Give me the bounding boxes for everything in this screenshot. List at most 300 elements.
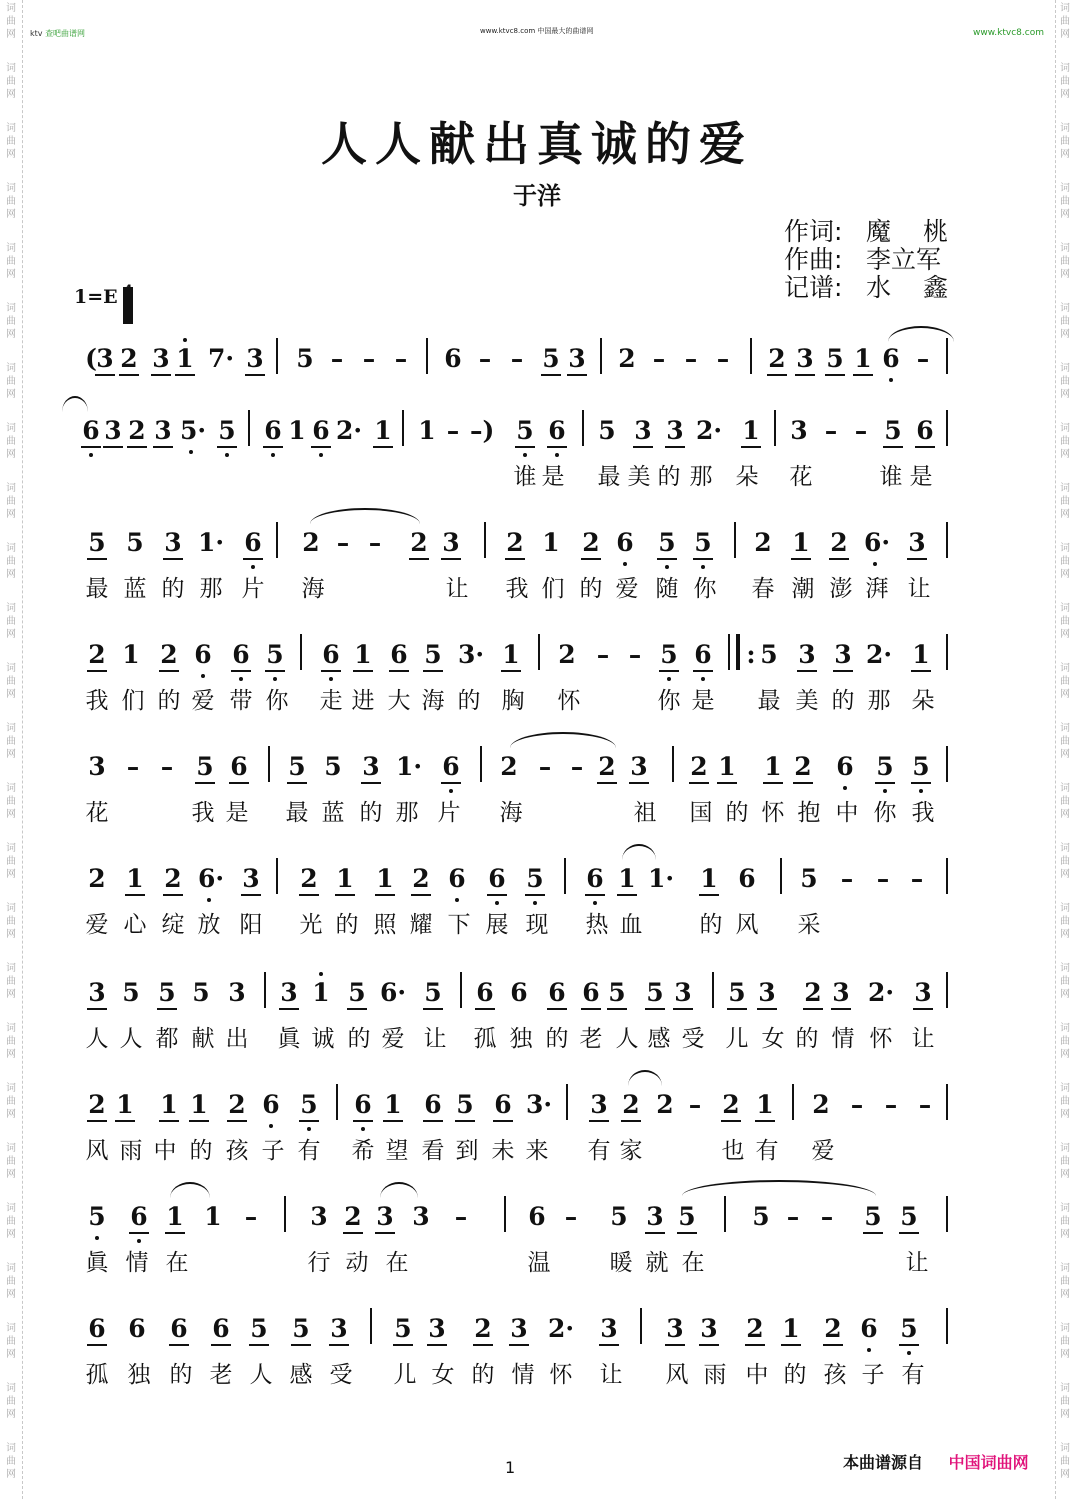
notes-row — [80, 970, 950, 1016]
note: – — [854, 416, 868, 445]
note: – — [820, 1202, 834, 1231]
note: – — [884, 1090, 898, 1119]
lyric-char: 是 — [909, 464, 933, 490]
barline — [672, 746, 674, 782]
lyric-char: 谁 — [879, 464, 903, 490]
lyric-char: 怀 — [869, 1026, 893, 1052]
watermark-group: 词 曲 网 — [1060, 1143, 1070, 1180]
note: 5 — [752, 1202, 770, 1231]
notes-row — [80, 520, 950, 566]
lyric-char: 到 — [455, 1138, 479, 1164]
note: 1 — [698, 864, 720, 893]
barline — [460, 972, 462, 1008]
lyric-char: 动 — [345, 1250, 369, 1276]
lyric-char: 的 — [579, 576, 603, 602]
header-right-url[interactable]: www.ktvc8.com — [973, 28, 1044, 38]
lyric-char: 老 — [579, 1026, 603, 1052]
note: 6 — [262, 416, 284, 445]
lyric-char: 你 — [657, 688, 681, 714]
note: 3 — [790, 416, 808, 445]
note: 1 — [158, 1090, 180, 1119]
note: – — [628, 640, 642, 669]
watermark-group: 词 曲 网 — [1060, 63, 1070, 100]
note: 3 — [588, 1090, 610, 1119]
watermark-group: 词 曲 网 — [1060, 1263, 1070, 1300]
note: 6 — [738, 864, 756, 893]
note: – — [336, 528, 350, 557]
note: 5 — [524, 864, 546, 893]
watermark-group: 词 曲 网 — [1060, 3, 1070, 40]
watermark-group: 词 曲 网 — [1060, 243, 1070, 280]
note: 3 — [796, 640, 818, 669]
note: 6 — [834, 752, 856, 781]
note: 6 — [242, 528, 264, 557]
barline — [276, 338, 278, 374]
lyric-char: 孩 — [225, 1138, 249, 1164]
lyric-char: 国 — [689, 800, 713, 826]
barline — [426, 338, 428, 374]
watermark-group: 词 曲 网 — [6, 843, 16, 880]
note: 5 — [192, 978, 210, 1007]
song-singer: 于洋 — [513, 181, 561, 210]
note: 6 — [486, 864, 508, 893]
note: 5 — [122, 978, 140, 1007]
score-system — [80, 408, 950, 490]
barline — [276, 858, 278, 894]
score-system — [80, 632, 950, 714]
credit-value: 水 鑫 — [866, 273, 948, 302]
note: 5 — [658, 640, 680, 669]
lyrics-row — [80, 902, 950, 938]
note: 3 — [598, 1314, 620, 1343]
barline — [946, 972, 948, 1008]
note: 2 — [596, 752, 618, 781]
note: 6 — [614, 528, 636, 557]
note: – — [652, 344, 666, 373]
lyric-char: 走 — [319, 688, 343, 714]
note: 2 — [298, 864, 320, 893]
lyric-char: 我 — [85, 688, 109, 714]
note: 1 — [716, 752, 738, 781]
note: 2 — [828, 528, 850, 557]
note: – — [570, 752, 584, 781]
barline — [946, 1196, 948, 1232]
note: 1 — [910, 640, 932, 669]
note: 3 — [240, 864, 262, 893]
note: 5 — [264, 640, 286, 669]
notes-row — [80, 1082, 950, 1128]
note: 7· — [208, 344, 235, 373]
note: 5 — [286, 752, 308, 781]
key-label: 1=E — [74, 286, 118, 308]
barline — [792, 1084, 794, 1120]
note: 6 — [440, 752, 462, 781]
note: – — [394, 344, 408, 373]
lyric-char: 展 — [485, 912, 509, 938]
lyric-char: 照 — [373, 912, 397, 938]
note: 5 — [676, 1202, 698, 1231]
note: 1 — [780, 1314, 802, 1343]
lyric-char: 祖 — [633, 800, 657, 826]
note: 1· — [396, 752, 423, 781]
note: 6 — [228, 752, 250, 781]
note: 3 — [310, 1202, 328, 1231]
tie-arc — [888, 326, 954, 342]
lyric-char: 那 — [395, 800, 419, 826]
watermark-group: 词 曲 网 — [6, 903, 16, 940]
watermark-group: 词 曲 网 — [6, 543, 16, 580]
note: 3 — [162, 528, 184, 557]
lyric-char: 的 — [725, 800, 749, 826]
lyric-char: 望 — [385, 1138, 409, 1164]
note: – — [850, 1090, 864, 1119]
lyric-char: 子 — [261, 1138, 285, 1164]
lyrics-row — [80, 1016, 950, 1052]
note: 1 — [352, 640, 374, 669]
lyric-char: 抱 — [797, 800, 821, 826]
lyric-char: 有 — [901, 1362, 925, 1388]
note: 1 — [418, 416, 436, 445]
note: 2 — [558, 640, 576, 669]
barline — [566, 1084, 568, 1120]
note: 5 — [540, 344, 562, 373]
lyric-char: 是 — [225, 800, 249, 826]
lyric-char: 让 — [423, 1026, 447, 1052]
lyric-char: 心 — [123, 912, 147, 938]
note: 2· — [868, 978, 895, 1007]
watermark-group: 词 曲 网 — [1060, 303, 1070, 340]
source-attribution — [843, 1450, 1029, 1473]
note: 2 — [162, 864, 184, 893]
note: 3 — [150, 344, 172, 373]
lyric-char: 让 — [905, 1250, 929, 1276]
note: 1 — [762, 752, 784, 781]
lyric-char: 怀 — [761, 800, 785, 826]
note: 3· — [526, 1090, 553, 1119]
note: 3 — [508, 1314, 530, 1343]
lyric-char: 是 — [541, 464, 565, 490]
note: 6 — [510, 978, 528, 1007]
watermark-group: 词 曲 网 — [6, 1443, 16, 1480]
note: 6 — [444, 344, 462, 373]
lyric-char: 独 — [127, 1362, 151, 1388]
barline — [946, 1084, 948, 1120]
note: 2 — [88, 864, 106, 893]
barline — [946, 338, 948, 374]
note: 2 — [226, 1090, 248, 1119]
lyric-char: 让 — [445, 576, 469, 602]
lyric-char: 大 — [387, 688, 411, 714]
lyric-char: 海 — [421, 688, 445, 714]
note: 3 — [664, 416, 686, 445]
lyric-char: 感 — [289, 1362, 313, 1388]
watermark-group: 词 曲 网 — [1060, 723, 1070, 760]
note: 6 — [352, 1090, 374, 1119]
lyric-char: 带 — [229, 688, 253, 714]
note: 6 — [492, 1090, 514, 1119]
note: 1 — [754, 1090, 776, 1119]
note: 2 — [86, 640, 108, 669]
note: 3 — [794, 344, 816, 373]
note: 1 — [122, 640, 140, 669]
note: 6 — [858, 1314, 880, 1343]
note: 5 — [862, 1202, 884, 1231]
note: 1 — [188, 1090, 210, 1119]
lyric-char: 在 — [385, 1250, 409, 1276]
lyric-char: 诚 — [311, 1026, 335, 1052]
lyric-char: 女 — [431, 1362, 455, 1388]
tie-arc — [682, 1180, 876, 1196]
note: 3 — [328, 1314, 350, 1343]
lyric-char: 那 — [689, 464, 713, 490]
watermark-group: 词 曲 网 — [6, 3, 16, 40]
watermark-group: 词 曲 网 — [6, 303, 16, 340]
note: 1 — [310, 978, 332, 1007]
lyric-char: 眞 — [277, 1026, 301, 1052]
watermark-group: 词 曲 网 — [1060, 543, 1070, 580]
note: – — [564, 1202, 578, 1231]
lyric-char: 蓝 — [321, 800, 345, 826]
note: 6 — [528, 1202, 546, 1231]
note: 1 — [740, 416, 762, 445]
note: 5 — [216, 416, 238, 445]
note: 5 — [454, 1090, 476, 1119]
watermark-group: 词 曲 网 — [6, 63, 16, 100]
note: 5 — [422, 978, 444, 1007]
barline — [582, 410, 584, 446]
lyric-char: 随 — [655, 576, 679, 602]
lyric-char: 让 — [599, 1362, 623, 1388]
tie-arc — [628, 1070, 662, 1086]
watermark-group: 词 曲 网 — [6, 1383, 16, 1420]
notes-row — [80, 744, 950, 790]
lyrics-row — [80, 790, 950, 826]
credit-row — [784, 218, 948, 246]
watermark-group: 词 曲 网 — [6, 603, 16, 640]
note: 2 — [822, 1314, 844, 1343]
lyric-char: 蓝 — [123, 576, 147, 602]
lyric-char: 湃 — [865, 576, 889, 602]
note: 6· — [198, 864, 220, 893]
lyric-char: 在 — [681, 1250, 705, 1276]
watermark-group: 词 曲 网 — [1060, 363, 1070, 400]
barline — [284, 1196, 286, 1232]
watermark-group: 词 曲 网 — [6, 423, 16, 460]
note: 1 — [114, 1090, 136, 1119]
note: 1 — [334, 864, 356, 893]
note: 3 — [632, 416, 654, 445]
note: 2 — [620, 1090, 642, 1119]
lyric-char: 热 — [585, 912, 609, 938]
lyric-char: 绽 — [161, 912, 185, 938]
note: 1 — [500, 640, 522, 669]
tie-arc — [622, 844, 656, 860]
barline — [946, 522, 948, 558]
barline — [946, 634, 948, 670]
note: – — [684, 344, 698, 373]
watermark-group: 词 曲 网 — [6, 483, 16, 520]
note: 3 — [756, 978, 778, 1007]
note: 5 — [910, 752, 932, 781]
barline — [774, 410, 776, 446]
notes-row — [80, 856, 950, 902]
source-label: 本曲谱源自 — [843, 1453, 924, 1472]
note: – — [362, 344, 376, 373]
tie-arc — [62, 396, 88, 412]
barline — [264, 972, 266, 1008]
lyric-char: 的 — [545, 1026, 569, 1052]
lyric-char: 风 — [85, 1138, 109, 1164]
lyric-char: 花 — [85, 800, 109, 826]
lyric-char: 的 — [471, 1362, 495, 1388]
lyrics-row — [80, 1240, 950, 1276]
barline — [780, 858, 782, 894]
lyric-char: 我 — [911, 800, 935, 826]
note: 2 — [618, 344, 636, 373]
lyric-char: 谁 — [513, 464, 537, 490]
lyric-char: 独 — [509, 1026, 533, 1052]
tie-arc — [380, 1182, 418, 1198]
score-system — [80, 970, 950, 1052]
note: 3 — [440, 528, 462, 557]
note: 2 — [126, 416, 148, 445]
watermark-group: 词 曲 网 — [1060, 183, 1070, 220]
lyric-char: 爱 — [811, 1138, 835, 1164]
note: 2 — [802, 978, 824, 1007]
note: 1 — [790, 528, 812, 557]
lyric-char: 孩 — [823, 1362, 847, 1388]
lyric-char: 风 — [735, 912, 759, 938]
watermark-group: 词 曲 网 — [1060, 1383, 1070, 1420]
barline — [640, 1308, 642, 1344]
watermark-group: 词 曲 网 — [1060, 1323, 1070, 1360]
watermark-group: 词 曲 网 — [6, 723, 16, 760]
lyric-char: 片 — [241, 576, 265, 602]
note: 6 — [192, 640, 214, 669]
note: 2 — [158, 640, 180, 669]
lyric-char: 采 — [797, 912, 821, 938]
note: 5 — [760, 640, 778, 669]
lyric-char: 我 — [505, 576, 529, 602]
lyric-char: 的 — [347, 1026, 371, 1052]
note: 1 — [374, 864, 396, 893]
lyric-char: 爱 — [615, 576, 639, 602]
lyric-char: 潮 — [791, 576, 815, 602]
lyric-char: 人 — [615, 1026, 639, 1052]
lyric-char: 那 — [867, 688, 891, 714]
watermark-group: 词 曲 网 — [1060, 1083, 1070, 1120]
lyric-char: 情 — [125, 1250, 149, 1276]
tie-arc — [310, 508, 420, 524]
lyric-char: 最 — [597, 464, 621, 490]
notes-row — [80, 1306, 950, 1352]
watermark-group: 词 曲 网 — [1060, 663, 1070, 700]
note: – — [786, 1202, 800, 1231]
key-signature — [74, 285, 133, 309]
header-left-site[interactable] — [30, 28, 85, 39]
barline — [564, 858, 566, 894]
watermark-group: 词 曲 网 — [1060, 903, 1070, 940]
repeat-barline — [728, 634, 740, 670]
note: 3 — [664, 1314, 686, 1343]
note: 5 — [610, 1202, 628, 1231]
note: 6 — [546, 978, 568, 1007]
lyric-char: 你 — [693, 576, 717, 602]
note: 3 — [360, 752, 382, 781]
watermark-group: 词 曲 网 — [1060, 483, 1070, 520]
barline — [724, 1196, 726, 1232]
note: – — [446, 416, 460, 445]
right-watermark-column — [1055, 0, 1074, 1499]
lyric-char: 海 — [499, 800, 523, 826]
lyric-char: 花 — [789, 464, 813, 490]
note: 3 — [698, 1314, 720, 1343]
note: 2 — [342, 1202, 364, 1231]
barline — [600, 338, 602, 374]
notes-row — [80, 632, 950, 678]
note: 2 — [504, 528, 526, 557]
credit-label: 作曲: — [784, 245, 843, 274]
lyric-char: 看 — [421, 1138, 445, 1164]
lyric-char: 儿 — [393, 1362, 417, 1388]
note: 6 — [422, 1090, 444, 1119]
note: 1 — [382, 1090, 404, 1119]
note: 3 — [374, 1202, 396, 1231]
barline — [268, 746, 270, 782]
note: 5 — [290, 1314, 312, 1343]
note: 2 — [656, 1090, 674, 1119]
lyric-char: 怀 — [549, 1362, 573, 1388]
watermark-group: 词 曲 网 — [6, 1083, 16, 1120]
tie-arc — [170, 1182, 210, 1198]
lyric-char: 朵 — [735, 464, 759, 490]
score-system — [80, 1194, 950, 1276]
note: 3 — [412, 1202, 430, 1231]
note: 2 — [580, 528, 602, 557]
note: 6 — [230, 640, 252, 669]
score-system — [80, 520, 950, 602]
note: – — [330, 344, 344, 373]
lyric-char: 怀 — [557, 688, 581, 714]
notes-row — [80, 336, 950, 382]
note: 1· — [648, 864, 675, 893]
note: 1 — [542, 528, 560, 557]
note: – — [824, 416, 838, 445]
watermark-group: 词 曲 网 — [6, 363, 16, 400]
lyric-char: 温 — [527, 1250, 551, 1276]
lyric-char: 孤 — [473, 1026, 497, 1052]
lyric-char: 我 — [191, 800, 215, 826]
note: – — [454, 1202, 468, 1231]
lyric-char: 的 — [157, 688, 181, 714]
lyric-char: 爱 — [381, 1026, 405, 1052]
note: 5 — [598, 416, 616, 445]
source-brand-link[interactable]: 中国词曲网 — [948, 1453, 1029, 1472]
lyric-char: 雨 — [119, 1138, 143, 1164]
watermark-group: 词 曲 网 — [1060, 963, 1070, 1000]
note: 6 — [580, 978, 602, 1007]
lyric-char: 朵 — [911, 688, 935, 714]
note: 3 — [566, 344, 588, 373]
lyric-char: 的 — [699, 912, 723, 938]
note: 6 — [880, 344, 902, 373]
note: 5 — [296, 344, 314, 373]
barline — [750, 338, 752, 374]
note: 3 — [830, 978, 852, 1007]
header-center-site[interactable]: www.ktvc8.com 中国最大的曲谱网 — [480, 27, 594, 35]
lyric-char: 进 — [351, 688, 375, 714]
lyric-char: 最 — [285, 800, 309, 826]
